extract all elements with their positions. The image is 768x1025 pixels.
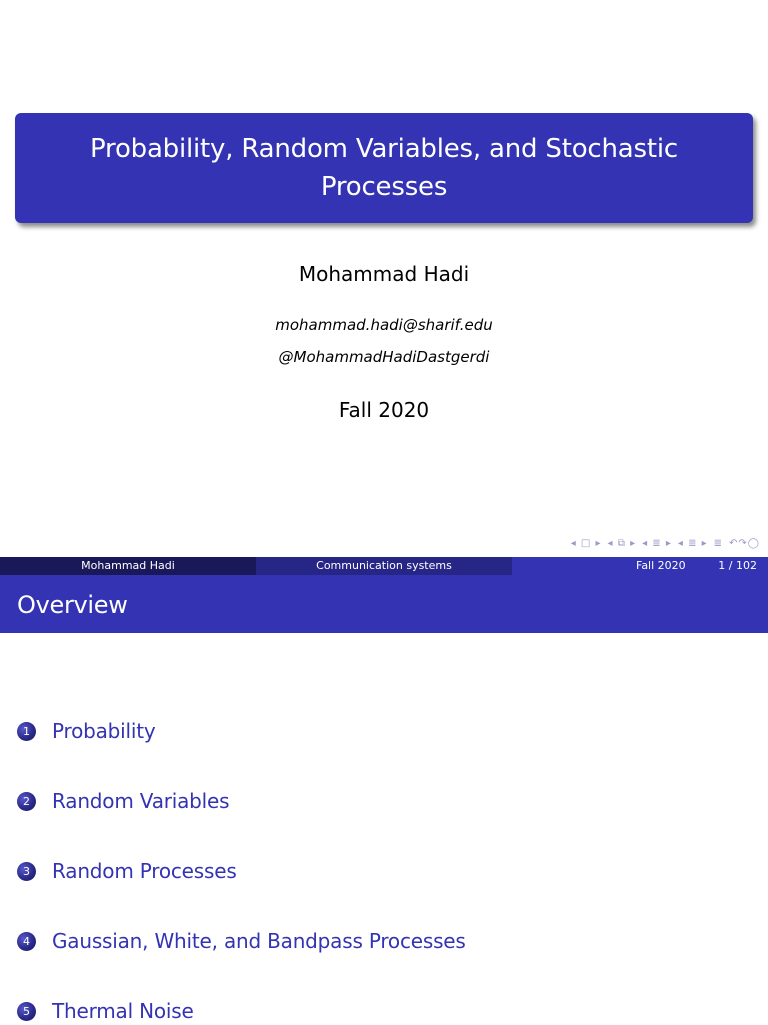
toc-number-bullet: 4 xyxy=(17,932,36,951)
overview-slide xyxy=(0,575,768,1024)
nav-section-icon[interactable]: ◂ ≣ ▸ xyxy=(677,538,708,549)
toc-label[interactable]: Probability xyxy=(52,719,156,743)
footline-right xyxy=(512,557,768,575)
presentation-title: Probability, Random Variables, and Stochastic Processes xyxy=(90,134,678,202)
toc-label[interactable]: Thermal Noise xyxy=(52,999,194,1023)
nav-document-icon[interactable]: ≣ xyxy=(713,538,724,549)
footline-author: Mohammad Hadi xyxy=(0,557,256,575)
footline-date: Fall 2020 xyxy=(636,559,686,572)
toc-number-bullet: 2 xyxy=(17,792,36,811)
toc-label[interactable]: Gaussian, White, and Bandpass Processes xyxy=(52,929,466,953)
toc-number-bullet: 5 xyxy=(17,1002,36,1021)
nav-slide-icon[interactable]: ◂ □ ▸ xyxy=(570,538,602,549)
author-email: mohammad.hadi@sharif.edu xyxy=(275,316,493,334)
frame-title: Overview xyxy=(17,591,128,619)
toc-item-gaussian-processes[interactable] xyxy=(17,927,466,955)
footline-course: Communication systems xyxy=(256,557,512,575)
title-block xyxy=(15,113,753,223)
footline xyxy=(0,557,768,575)
nav-search-icon[interactable]: ↶↷◯ xyxy=(729,538,760,549)
frame-title-bar xyxy=(0,575,768,633)
footline-page-number: 1 / 102 xyxy=(718,559,757,572)
toc-number-bullet: 3 xyxy=(17,862,36,881)
toc-item-random-variables[interactable] xyxy=(17,787,229,815)
toc-label[interactable]: Random Processes xyxy=(52,859,237,883)
toc-item-probability[interactable] xyxy=(17,717,156,745)
beamer-navigation-symbols xyxy=(571,538,760,549)
presentation-date: Fall 2020 xyxy=(338,398,430,422)
toc-item-thermal-noise[interactable] xyxy=(17,997,194,1025)
nav-frame-icon[interactable]: ◂ ⧉ ▸ xyxy=(607,538,637,549)
toc-label[interactable]: Random Variables xyxy=(52,789,230,813)
toc-number-bullet: 1 xyxy=(17,722,36,741)
toc-item-random-processes[interactable] xyxy=(17,857,237,885)
nav-subsection-icon[interactable]: ◂ ≣ ▸ xyxy=(642,538,672,549)
author-handle: @MohammadHadiDastgerdi xyxy=(278,348,490,366)
author-name: Mohammad Hadi xyxy=(298,262,470,286)
